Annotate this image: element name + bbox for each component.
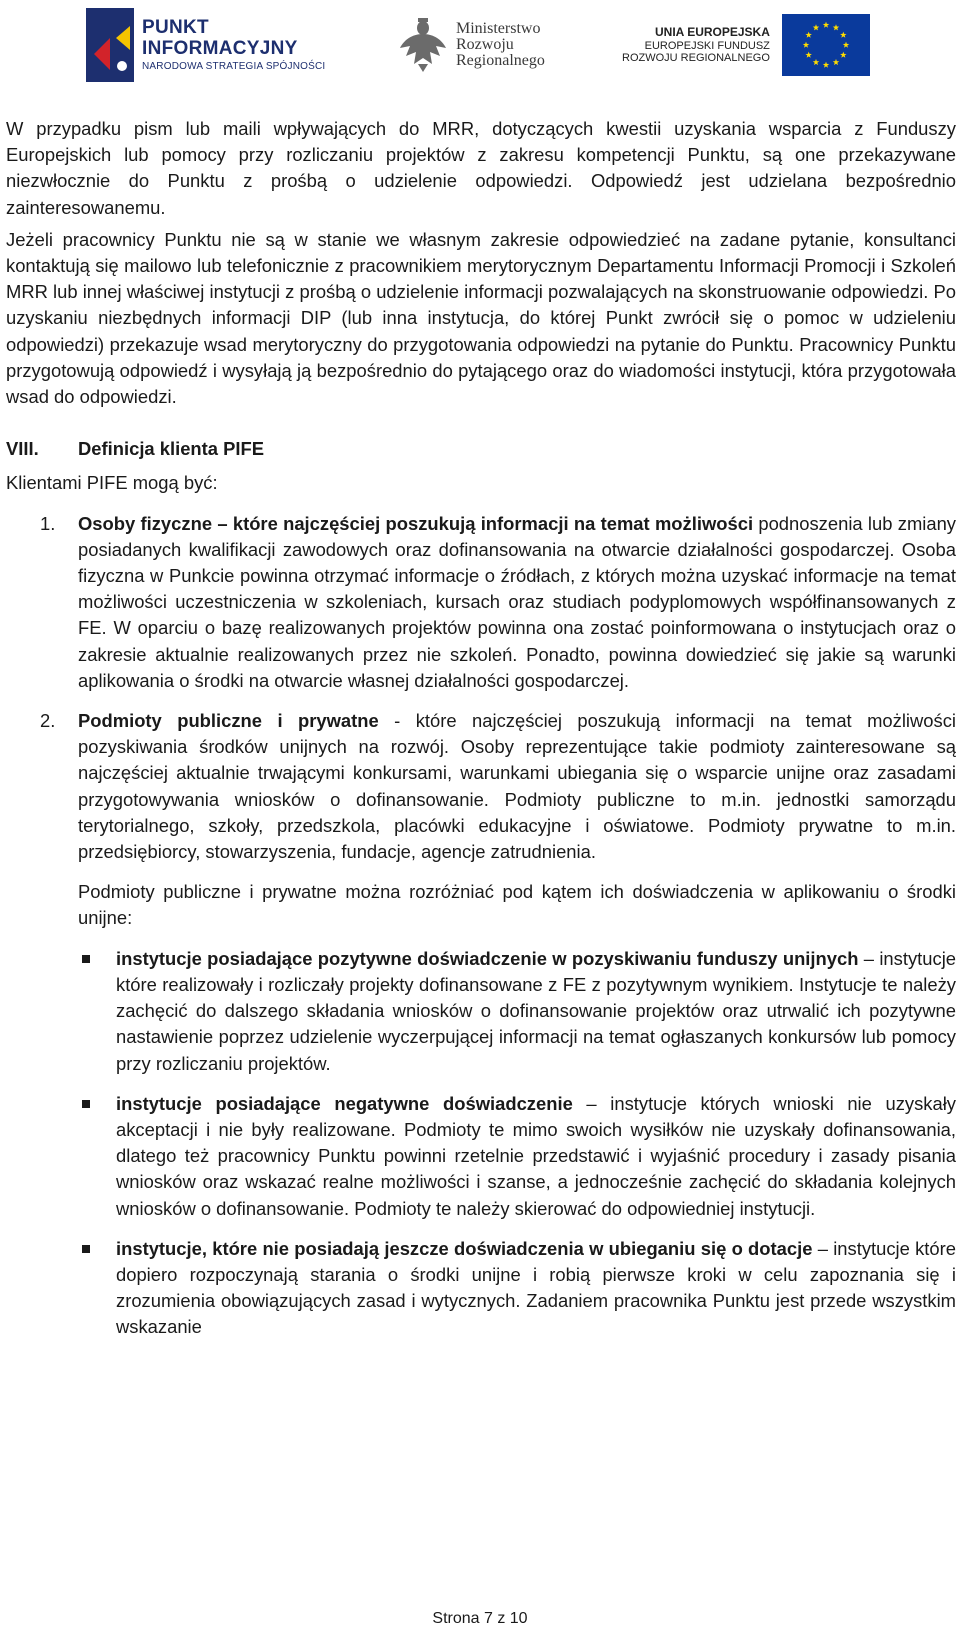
bullet-text: – instytucje które dopiero rozpoczynają starania o środki unijne i robią pierwsze kroki w celu zapoznania się i zrozumienia obowiązujących zasad i wytycznych. Zadaniem pracownika Punktu jest przede wszystkim wskazanie bbox=[116, 1237, 956, 1338]
bullet-item bbox=[78, 1236, 956, 1341]
ministry-logo-line2: Rozwoju bbox=[456, 35, 514, 53]
square-bullet-icon bbox=[78, 946, 116, 1077]
punkt-logo-line1: PUNKT bbox=[142, 17, 209, 38]
list-item-bold: Osoby fizyczne – które najczęściej poszukują informacji na temat możliwości bbox=[78, 512, 754, 534]
document-body bbox=[6, 116, 956, 1341]
eu-logo-line3: ROZWOJU REGIONALNEGO bbox=[622, 51, 770, 64]
paragraph-1: W przypadku pism lub maili wpływających do MRR, dotyczących kwestii uzyskania wsparcia z Funduszy Europejskich lub pomocy przy rozliczaniu projektów z zakresu kompetencji Punktu, są one przekazywane niezwłocznie do Punktu z prośbą o udzielenie odpowiedzi. Odpowiedź jest udzielana bezpośrednio zainteresowanemu. bbox=[6, 118, 956, 218]
list-item bbox=[6, 708, 956, 865]
bullet-text: – instytucje które realizowały i rozliczały projekty dofinansowane z FE z pozytywnym wynikiem. Instytucje te należy zachęcić do dalszego składania wniosków o dofinansowanie projektów oraz utrwalić ich pozytywne nastawienie poprzez udzielenie wyczerpującej informacji na temat ogłaszanych konkursów lub pomocy przy rozliczaniu projektów. bbox=[116, 947, 957, 1074]
ministry-logo-line1: Ministerstwo bbox=[456, 19, 541, 37]
list-item-text: podnoszenia lub zmiany posiadanych kwalifikacji zawodowych oraz dofinansowania na otwarcie działalności gospodarczej. Osoba fizyczna w Punkcie powinna otrzymać informacje o źródłach, z których można uzyskać informacje na temat możliwości uczestniczenia w szkoleniach, kursach oraz studiach podyplomowych współfinansowanych z FE. W oparciu o bazę realizowanych projektów powinna ona zostać poinformowana o instytucjach oraz o zakresie aktualnie realizowanych przez nie szkoleń. Ponadto, powinna dowiedzieć się jakie są warunki aplikowania o środki na otwarcie własnej działalności gospodarczej. bbox=[78, 512, 956, 691]
punkt-logo-line2: INFORMACYJNY bbox=[142, 38, 298, 59]
eu-flag-icon bbox=[782, 14, 870, 76]
ministry-logo bbox=[398, 6, 578, 84]
sub-intro-paragraph: Podmioty publiczne i prywatne można rozróżniać pod kątem ich doświadczenia w aplikowaniu o środki unijne: bbox=[78, 881, 956, 929]
eu-logo bbox=[622, 6, 880, 84]
bullet-bold: instytucje, które nie posiadają jeszcze doświadczenia w ubieganiu się o dotacje bbox=[116, 1237, 813, 1259]
bullet-text: – instytucje których wnioski nie uzyskały akceptacji i nie były realizowane. Podmioty te mimo swoich wysiłków nie uzyskały dofinansowania, dlatego też pracownicy Punktu powinni rzetelnie przedstawić i wyjaśnić procedury i zasady pisania wniosków oraz wskazać realne możliwości i szanse, a jednocześnie zachęcić do składania kolejnych wniosków o dofinansowanie. Podmioty te należy skierować do odpowiedniej instytucji. bbox=[116, 1092, 956, 1219]
bullet-item bbox=[78, 1091, 956, 1222]
square-bullet-icon bbox=[78, 1236, 116, 1341]
eagle-emblem-icon bbox=[398, 16, 448, 74]
section-title: Definicja klienta PIFE bbox=[78, 438, 265, 460]
page-number: Strona 7 z 10 bbox=[432, 1610, 528, 1627]
punkt-logo-line3: NARODOWA STRATEGIA SPÓJNOŚCI bbox=[142, 61, 326, 72]
list-item bbox=[6, 511, 956, 694]
section-intro: Klientami PIFE mogą być: bbox=[6, 472, 218, 494]
list-item-text: - które najczęściej poszukują informacji na temat możliwości pozyskiwania środków unijnych na rozwój. Osoby reprezentujące takie podmioty zainteresowane są najczęściej aktualnie trwającymi konkursami, warunkami ubiegania się o wsparcie unijne oraz zasadami przygotowywania wniosków o dofinansowanie. Podmioty publiczne to m.in. jednostki samorządu terytorialnego, szkoły, przedszkola, placówki edukacyjne i oświatowe. Podmioty prywatne to m.in. przedsiębiorcy, stowarzyszenia, fundacje, agencje zatrudnienia. bbox=[78, 710, 956, 863]
section-heading bbox=[6, 436, 956, 462]
list-item-number: 2. bbox=[40, 710, 56, 732]
punkt-informacyjny-mark-icon bbox=[86, 8, 134, 82]
section-number: VIII. bbox=[6, 438, 39, 460]
bullet-bold: instytucje posiadające pozytywne doświadczenie w pozyskiwaniu funduszy unijnych bbox=[116, 947, 859, 969]
paragraph-2: Jeżeli pracownicy Punktu nie są w stanie we własnym zakresie odpowiedzieć na zadane pytanie, konsultanci kontaktują się mailowo lub telefonicznie z pracownikiem merytorycznym Departamentu Informacji Promocji i Szkoleń MRR lub innej właściwej instytucji z prośbą o udzielenie informacji pozwalających na skonstruowanie odpowiedzi. Po uzyskaniu niezbędnych informacji DIP (lub inna instytucja, do której Punkt zwrócił się o pomoc w udzieleniu odpowiedzi) przekazuje wsad merytoryczny do przygotowania odpowiedzi na pytanie do Punktu. Pracownicy Punktu przygotowują odpowiedź i wysyłają ją bezpośrednio do pytającego oraz do wiadomości instytucji, która przygotowała wsad do odpowiedzi. bbox=[6, 228, 956, 408]
punkt-informacyjny-logo bbox=[86, 6, 326, 84]
page-header bbox=[0, 0, 960, 100]
bullet-bold: instytucje posiadające negatywne doświadczenie bbox=[116, 1092, 573, 1114]
square-bullet-icon bbox=[78, 1091, 116, 1222]
bullet-item bbox=[78, 946, 956, 1077]
list-item-number: 1. bbox=[40, 512, 56, 534]
eu-logo-line1: UNIA EUROPEJSKA bbox=[654, 25, 770, 40]
ministry-logo-line3: Regionalnego bbox=[456, 52, 545, 70]
eu-logo-line2: EUROPEJSKI FUNDUSZ bbox=[644, 39, 770, 52]
list-item-bold: Podmioty publiczne i prywatne bbox=[78, 710, 379, 732]
